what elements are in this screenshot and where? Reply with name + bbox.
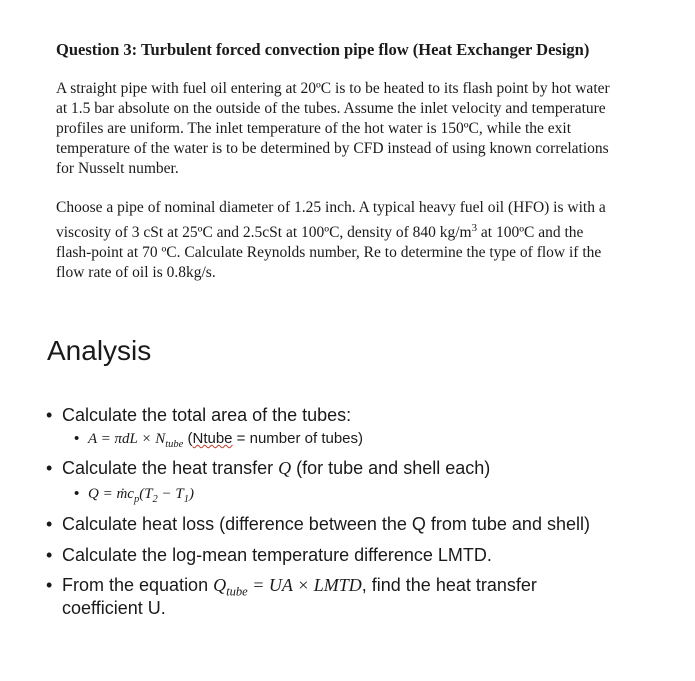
- q-symbol: Q: [278, 458, 292, 478]
- paragraph-line: temperature of the water is to be determined by CFD instead of using known correlations: [56, 140, 609, 157]
- u-formula: $Q_{tube}$ = UA × LMTD: [213, 575, 362, 599]
- density-text-rest: at 100ºC and the: [477, 224, 584, 242]
- bullet-text: Calculate the heat transfer: [62, 458, 279, 478]
- bullet-icon: •: [46, 575, 53, 595]
- bullet-heat-transfer: [46, 458, 490, 479]
- density-text: viscosity of 3 cSt at 25ºC and 2.5cSt at 100ºC, density of 840 kg/m: [56, 224, 472, 242]
- bullet-total-area: [46, 405, 351, 426]
- formula-note: (Ntube = number of tubes): [187, 430, 364, 447]
- paragraph-line: [56, 218, 676, 243]
- heat-formula: $Q = ṁc_p(T_2 - T_1)$: [88, 486, 195, 505]
- problem-paragraph-2: [56, 198, 676, 283]
- bullet-icon: •: [46, 458, 53, 478]
- paragraph-line: profiles are uniform. The inlet temperature of the hot water is 150ºC, while the exit: [56, 120, 572, 137]
- bullet-icon: •: [46, 545, 53, 565]
- bullet-text: From the equation: [62, 575, 214, 595]
- bullet-icon: •: [46, 405, 53, 425]
- problem-paragraph-1: [56, 79, 676, 179]
- sub-bullet-heat-formula: [74, 485, 194, 505]
- paragraph-line: for Nusselt number.: [56, 160, 179, 177]
- bullet-text-rest: , find the heat transfer: [361, 575, 537, 595]
- question-title: Question 3: Turbulent forced convection pipe flow (Heat Exchanger Design): [56, 40, 590, 59]
- bullet-lmtd: [46, 545, 492, 566]
- paragraph-line: A straight pipe with fuel oil entering at 20ºC is to be heated to its flash point by hot water: [56, 80, 610, 97]
- bullet-text: Calculate heat loss (difference between the Q from tube and shell): [62, 514, 590, 534]
- area-formula: $A = \pi dL \times N_{tube}$: [88, 431, 184, 450]
- paragraph-line: at 1.5 bar absolute on the outside of the tubes. Assume the inlet velocity and temperature: [56, 100, 606, 117]
- paragraph-line: flow rate of oil is 0.8kg/s.: [56, 264, 216, 282]
- bullet-text: Calculate the total area of the tubes:: [62, 405, 352, 425]
- bullet-u-coefficient: [46, 575, 537, 600]
- bullet-text: Calculate the log-mean temperature difference LMTD.: [62, 545, 492, 565]
- formula-note-rest: = number of tubes): [232, 430, 364, 447]
- bullet-icon: •: [74, 430, 80, 447]
- bullet-icon: •: [46, 514, 53, 534]
- paragraph-line: flash-point at 70 ºC. Calculate Reynolds number, Re to determine the type of flow if the: [56, 244, 602, 262]
- bullet-u-coefficient-line2: coefficient U.: [62, 598, 166, 618]
- density-superscript: 3: [471, 222, 478, 234]
- ntube-word: Ntube: [192, 430, 233, 447]
- bullet-heat-loss: [46, 514, 590, 535]
- bullet-text-rest: (for tube and shell each): [291, 458, 491, 478]
- paragraph-line: Choose a pipe of nominal diameter of 1.25 inch. A typical heavy fuel oil (HFO) is with a: [56, 199, 606, 216]
- sub-bullet-area-formula: [74, 430, 363, 450]
- bullet-icon: •: [74, 485, 80, 502]
- analysis-heading: Analysis: [47, 335, 152, 366]
